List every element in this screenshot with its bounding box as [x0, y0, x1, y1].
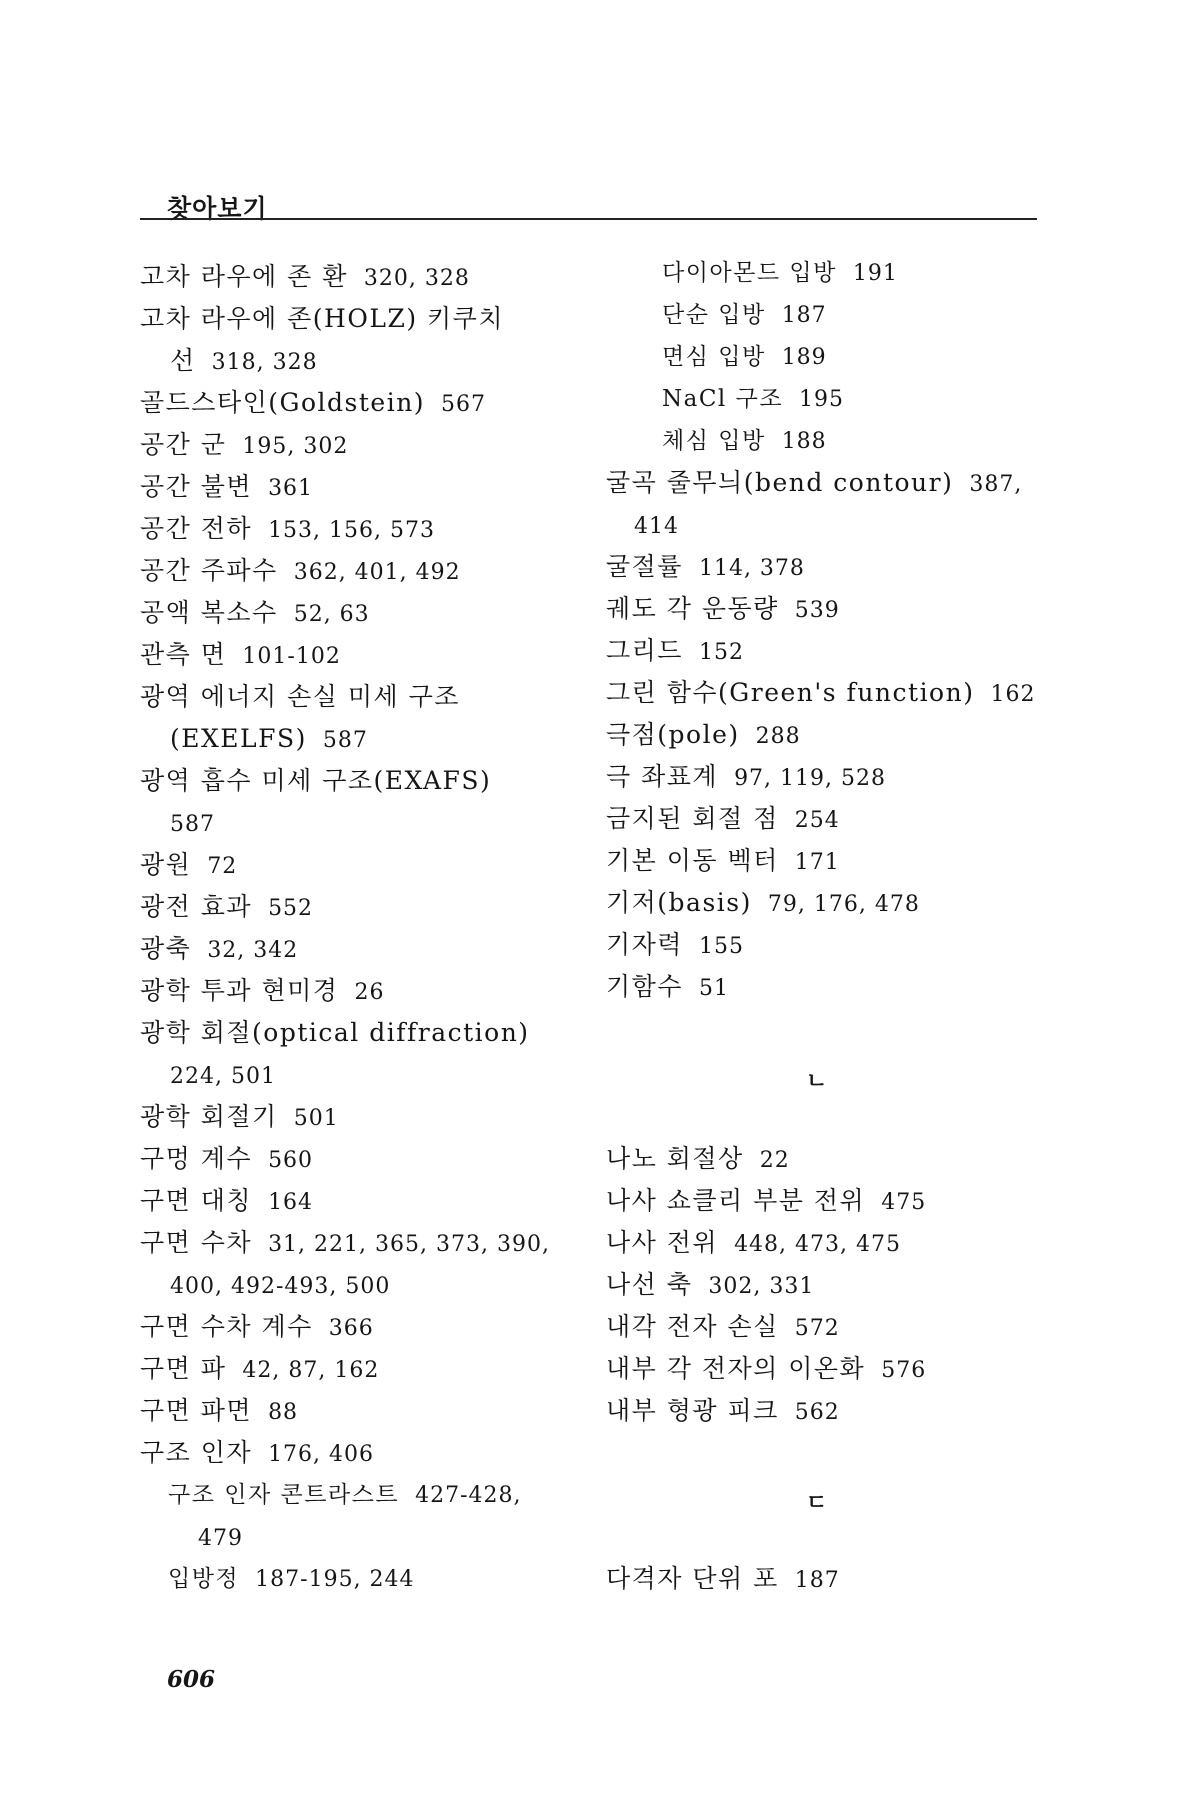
- index-entry: [140, 304, 504, 334]
- index-term: 나노 회절상: [606, 1144, 744, 1173]
- index-term: 극점(pole): [606, 720, 740, 749]
- index-term: 구면 파: [140, 1354, 227, 1383]
- index-term: 선: [170, 346, 196, 375]
- index-pages: 153, 156, 573: [268, 518, 436, 543]
- index-pages: 176, 406: [268, 1442, 375, 1467]
- index-pages: 188: [781, 429, 827, 454]
- index-pages: 97, 119, 528: [734, 766, 887, 791]
- index-pages: 501: [293, 1106, 339, 1131]
- index-pages: 427-428,: [415, 1483, 522, 1508]
- index-entry: [606, 972, 729, 1004]
- index-pages: 400, 492-493, 500: [170, 1274, 391, 1299]
- index-term: 공간 전하: [140, 514, 253, 543]
- index-entry: [140, 1186, 313, 1218]
- index-term: 내부 형광 피크: [606, 1396, 779, 1425]
- index-entry: [140, 472, 313, 504]
- index-pages: 72: [207, 854, 238, 879]
- index-entry: [140, 1312, 374, 1344]
- index-pages: 361: [268, 476, 314, 501]
- index-term: 광역 에너지 손실 미세 구조: [140, 682, 460, 711]
- index-entry: [140, 556, 461, 588]
- index-term: 나선 축: [606, 1270, 693, 1299]
- index-term: 굴곡 줄무늬(bend contour): [606, 468, 954, 497]
- index-entry: [606, 1144, 790, 1176]
- index-entry: [140, 388, 486, 420]
- index-term: 구멍 계수: [140, 1144, 253, 1173]
- index-term: 구조 인자 콘트라스트: [168, 1482, 400, 1508]
- index-pages: 189: [781, 345, 827, 370]
- index-pages: 560: [268, 1148, 314, 1173]
- index-term: 광학 회절기: [140, 1102, 278, 1131]
- index-pages: 587: [322, 728, 368, 753]
- index-pages: 155: [698, 934, 744, 959]
- index-subentry: [662, 258, 898, 289]
- index-entry: [140, 766, 491, 796]
- index-entry-continuation: [170, 1060, 276, 1092]
- index-pages: 576: [881, 1358, 927, 1383]
- index-entry: [606, 468, 1022, 500]
- index-term: 기저(basis): [606, 888, 752, 917]
- index-term: 구조 인자: [140, 1438, 253, 1467]
- index-subentry: [168, 1564, 415, 1595]
- index-pages: 187-195, 244: [255, 1567, 415, 1592]
- index-entry: [606, 804, 840, 836]
- index-term: 구면 수차 계수: [140, 1312, 313, 1341]
- index-entry: [140, 514, 435, 546]
- index-pages: 101-102: [242, 644, 341, 669]
- index-entry: [606, 1270, 814, 1302]
- index-term: 공간 군: [140, 430, 227, 459]
- index-term: 나사 쇼클리 부분 전위: [606, 1186, 866, 1215]
- index-term: 입방정: [168, 1566, 240, 1592]
- index-term: 광축: [140, 934, 192, 963]
- index-term: 광원: [140, 850, 192, 879]
- index-term: 기본 이동 벡터: [606, 846, 779, 875]
- index-pages: 32, 342: [207, 938, 299, 963]
- index-term: 골드스타인(Goldstein): [140, 388, 426, 417]
- index-entry-continuation: [170, 808, 215, 840]
- index-term: 다격자 단위 포: [606, 1564, 779, 1593]
- index-pages: 164: [268, 1190, 314, 1215]
- index-entry-continuation: [170, 346, 318, 378]
- index-entry: [140, 598, 370, 630]
- index-subentry: [662, 342, 827, 373]
- index-entry: [140, 892, 313, 924]
- index-subentry: [662, 426, 827, 457]
- index-pages: 26: [354, 980, 385, 1005]
- index-pages: 152: [698, 640, 744, 665]
- index-entry: [140, 934, 298, 966]
- index-entry: [606, 552, 805, 584]
- index-entry: [140, 1228, 550, 1260]
- index-pages: 52, 63: [293, 602, 370, 627]
- index-entry: [140, 976, 384, 1008]
- index-pages: 162: [990, 682, 1036, 707]
- index-term: 공간 불변: [140, 472, 253, 501]
- index-pages: 320, 328: [363, 266, 470, 291]
- index-term: 금지된 회절 점: [606, 804, 779, 833]
- index-term: 고차 라우에 존 환: [140, 262, 348, 291]
- index-pages: 387,: [969, 472, 1023, 497]
- index-pages: 414: [634, 514, 679, 539]
- heading-rule: [140, 218, 1037, 220]
- index-entry: [606, 762, 886, 794]
- index-term: 광학 회절(optical diffraction): [140, 1018, 530, 1047]
- index-entry: [140, 850, 237, 882]
- index-pages: 362, 401, 492: [293, 560, 461, 585]
- index-pages: 562: [794, 1400, 840, 1425]
- index-entry: [140, 1144, 313, 1176]
- index-pages: 567: [441, 392, 487, 417]
- index-term: 기함수: [606, 972, 683, 1001]
- index-term: 광전 효과: [140, 892, 253, 921]
- index-pages: 587: [170, 812, 215, 837]
- index-pages: 479: [198, 1526, 243, 1551]
- index-pages: 448, 473, 475: [734, 1232, 902, 1257]
- index-entry-continuation: [170, 724, 368, 756]
- index-pages: 79, 176, 478: [767, 892, 920, 917]
- index-pages: 288: [755, 724, 801, 749]
- page-number: 606: [167, 1666, 216, 1693]
- index-entry: [140, 262, 470, 294]
- page-heading: 찾아보기: [167, 194, 268, 223]
- index-pages: 171: [794, 850, 840, 875]
- index-term: 구면 파면: [140, 1396, 253, 1425]
- index-entry: [606, 1354, 926, 1386]
- index-pages: 572: [794, 1316, 840, 1341]
- index-pages: 114, 378: [698, 556, 805, 581]
- index-entry: [606, 1186, 926, 1218]
- index-entry: [140, 682, 460, 712]
- index-term: 구면 수차: [140, 1228, 253, 1257]
- index-pages: 51: [698, 976, 729, 1001]
- index-entry: [606, 594, 840, 626]
- section-letter-n: ㄴ: [806, 1069, 828, 1094]
- index-entry: [606, 930, 744, 962]
- index-term: 면심 입방: [662, 344, 766, 370]
- index-entry: [606, 1312, 840, 1344]
- index-pages: 187: [781, 303, 827, 328]
- index-term: 극 좌표계: [606, 762, 719, 791]
- index-pages: 366: [328, 1316, 374, 1341]
- index-term: 다이아몬드 입방: [662, 260, 837, 286]
- index-pages: 42, 87, 162: [242, 1358, 380, 1383]
- index-term: (EXELFS): [170, 724, 307, 753]
- index-pages: 31, 221, 365, 373, 390,: [268, 1232, 550, 1257]
- index-pages: 552: [268, 896, 314, 921]
- index-term: 단순 입방: [662, 302, 766, 328]
- index-term: 궤도 각 운동량: [606, 594, 779, 623]
- index-term: 내각 전자 손실: [606, 1312, 779, 1341]
- index-entry: [140, 1396, 298, 1428]
- index-pages: 254: [794, 808, 840, 833]
- index-term: 공간 주파수: [140, 556, 278, 585]
- index-entry: [606, 1564, 840, 1596]
- index-entry-continuation: [170, 1270, 390, 1302]
- index-entry: [606, 1228, 901, 1260]
- index-pages: 539: [794, 598, 840, 623]
- index-pages: 22: [759, 1148, 790, 1173]
- index-subentry: [168, 1480, 522, 1511]
- index-entry: [140, 1354, 379, 1386]
- index-entry: [140, 430, 348, 462]
- index-entry: [140, 1018, 530, 1048]
- section-letter-d: ㄷ: [806, 1491, 828, 1516]
- index-term: 나사 전위: [606, 1228, 719, 1257]
- index-entry: [606, 678, 1035, 710]
- index-term: 굴절률: [606, 552, 683, 581]
- index-entry: [606, 888, 920, 920]
- index-entry: [606, 1396, 840, 1428]
- index-subentry: [662, 300, 827, 331]
- index-entry: [606, 636, 744, 668]
- index-term: NaCl 구조: [662, 386, 784, 412]
- index-pages: 195, 302: [242, 434, 349, 459]
- index-pages: 224, 501: [170, 1064, 276, 1089]
- index-pages: 475: [881, 1190, 927, 1215]
- index-term: 체심 입방: [662, 428, 766, 454]
- index-pages: 187: [794, 1568, 840, 1593]
- index-subentry: [662, 384, 844, 415]
- index-pages: 88: [268, 1400, 299, 1425]
- index-term: 내부 각 전자의 이온화: [606, 1354, 866, 1383]
- index-entry: [606, 846, 840, 878]
- index-term: 고차 라우에 존(HOLZ) 키쿠치: [140, 304, 504, 333]
- index-entry: [606, 720, 801, 752]
- index-entry: [140, 1102, 339, 1134]
- index-pages: 302, 331: [708, 1274, 815, 1299]
- index-entry: [140, 1438, 374, 1470]
- index-term: 광학 투과 현미경: [140, 976, 339, 1005]
- index-term: 기자력: [606, 930, 683, 959]
- index-entry: [140, 640, 341, 672]
- index-term: 공액 복소수: [140, 598, 278, 627]
- index-term: 구면 대칭: [140, 1186, 253, 1215]
- index-term: 그리드: [606, 636, 683, 665]
- index-entry-continuation: [198, 1522, 243, 1554]
- index-term: 광역 흡수 미세 구조(EXAFS): [140, 766, 492, 795]
- index-pages: 191: [852, 261, 898, 286]
- index-entry-continuation: [634, 510, 679, 542]
- index-term: 관측 면: [140, 640, 227, 669]
- index-pages: 195: [799, 387, 845, 412]
- index-term: 그린 함수(Green's function): [606, 678, 975, 707]
- index-pages: 318, 328: [211, 350, 318, 375]
